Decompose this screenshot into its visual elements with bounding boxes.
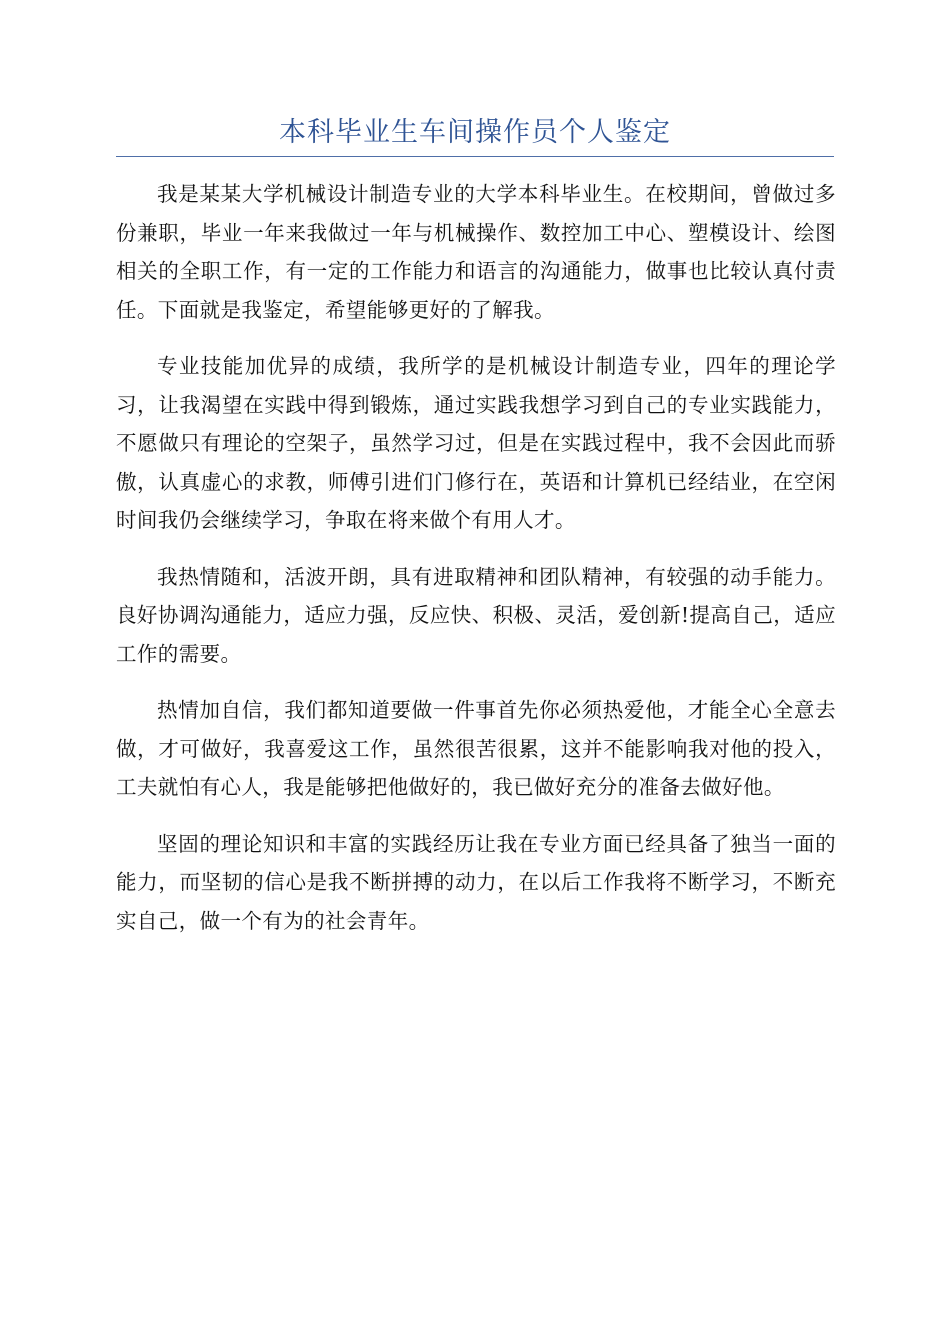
- document-body: [116, 175, 836, 958]
- document-title: 本科毕业生车间操作员个人鉴定: [279, 117, 671, 148]
- paragraph-5: 坚固的理论知识和丰富的实践经历让我在专业方面已经具备了独当一面的能力，而坚韧的信心是我不断拼搏的动力，在以后工作我将不断学习，不断充实自己，做一个有为的社会青年。: [116, 831, 836, 933]
- paragraph-2: 专业技能加优异的成绩，我所学的是机械设计制造专业，四年的理论学习，让我渴望在实践中得到锻炼，通过实践我想学习到自己的专业实践能力，不愿做只有理论的空架子，虽然学习过，但是在实践过程中，我不会因此而骄傲，认真虚心的求教，师傅引进们门修行在，英语和计算机已经结业，在空闲时间我仍会继续学习，争取在将来做个有用人才。: [116, 354, 836, 532]
- paragraph-3: 我热情随和，活波开朗，具有进取精神和团队精神，有较强的动手能力。良好协调沟通能力，适应力强，反应快、积极、灵活，爱创新!提高自己，适应工作的需要。: [116, 564, 836, 666]
- title-block: [116, 112, 834, 157]
- paragraph-1: 我是某某大学机械设计制造专业的大学本科毕业生。在校期间，曾做过多份兼职，毕业一年来我做过一年与机械操作、数控加工中心、塑模设计、绘图相关的全职工作，有一定的工作能力和语言的沟通能力，做事也比较认真付责任。下面就是我鉴定，希望能够更好的了解我。: [116, 182, 836, 322]
- paragraph-4: 热情加自信，我们都知道要做一件事首先你必须热爱他，才能全心全意去做，才可做好，我喜爱这工作，虽然很苦很累，这并不能影响我对他的投入，工夫就怕有心人，我是能够把他做好的，我已做好充分的准备去做好他。: [116, 698, 836, 799]
